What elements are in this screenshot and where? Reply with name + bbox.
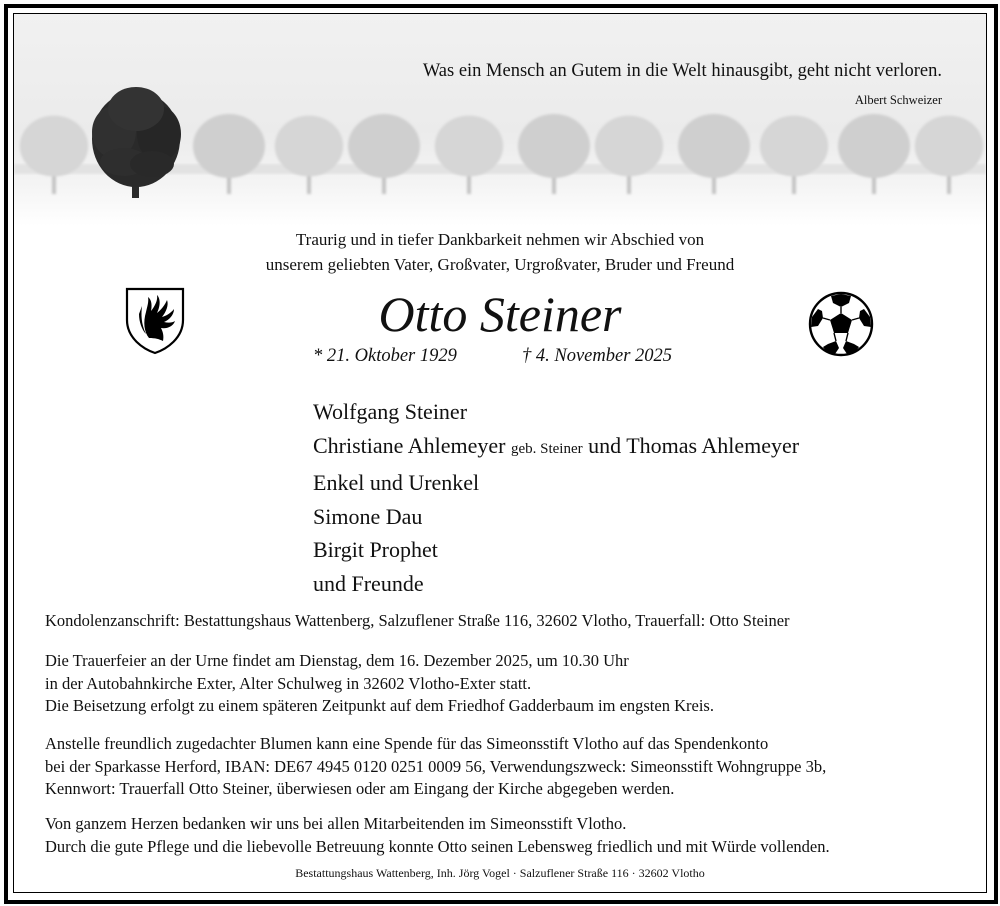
condolence-address: Kondolenzanschrift: Bestattungshaus Wattenberg, Salzuflener Straße 116, 32602 Vlotho, Trauerfall: Otto Steiner — [45, 611, 790, 630]
background-tree-crown — [678, 114, 750, 178]
background-tree-crown — [193, 114, 265, 178]
tree-landscape-banner — [14, 14, 986, 226]
donation-paragraph — [45, 733, 826, 801]
background-tree-crown — [348, 114, 420, 178]
background-tree-crown — [595, 116, 663, 177]
mourner-2-partner: und Thomas Ahlemeyer — [588, 432, 800, 458]
birth-date: * 21. Oktober 1929 — [313, 346, 457, 366]
service-paragraph — [45, 650, 714, 718]
thanks-line-2: Durch die gute Pflege und die liebevolle Betreuung konnte Otto seinen Lebensweg friedlich und mit Würde vollenden. — [45, 836, 830, 856]
death-date: † 4. November 2025 — [522, 346, 673, 366]
deceased-name: Otto Steiner — [378, 286, 622, 342]
background-tree-crown — [838, 114, 910, 178]
background-tree-crown — [518, 114, 590, 178]
intro-line-2: unserem geliebten Vater, Großvater, Urgroßvater, Bruder und Freund — [265, 255, 735, 274]
mourner-4: Simone Dau — [313, 503, 423, 529]
service-line-3: Die Beisetzung erfolgt zu einem späteren Zeitpunkt auf dem Friedhof Gadderbaum im engsten Kreis. — [45, 696, 714, 715]
donation-line-2: bei der Sparkasse Herford, IBAN: DE67 4945 0120 0251 0009 56, Verwendungszweck: Simeonsstift Wohngruppe 3b, — [45, 756, 827, 776]
background-tree-crown — [915, 116, 983, 177]
dark-tree-icon — [92, 87, 181, 198]
quote-author: Albert Schweizer — [854, 93, 942, 107]
mourner-1: Wolfgang Steiner — [313, 399, 468, 424]
mourner-2-maiden: geb. Steiner — [510, 440, 583, 457]
intro-line-1: Traurig und in tiefer Dankbarkeit nehmen wir Abschied von — [295, 230, 705, 249]
mourner-2 — [313, 429, 799, 467]
tree-row-image — [14, 14, 986, 226]
mourners-list — [313, 395, 799, 600]
service-line-2: in der Autobahnkirche Exter, Alter Schulweg in 32602 Vlotho-Exter statt. — [45, 673, 532, 693]
background-tree-crown — [760, 116, 828, 177]
thanks-line-1: Von ganzem Herzen bedanken wir uns bei allen Mitarbeitenden im Simeonsstift Vlotho. — [45, 814, 627, 833]
thanks-paragraph — [45, 813, 830, 858]
mourner-3: Enkel und Urenkel — [313, 470, 480, 495]
service-line-1: Die Trauerfeier an der Urne findet am Dienstag, dem 16. Dezember 2025, um 10.30 Uhr — [45, 651, 629, 670]
background-tree-crown — [20, 116, 88, 177]
mourner-6: und Freunde — [313, 570, 424, 596]
donation-line-3: Kennwort: Trauerfall Otto Steiner, überwiesen oder am Eingang der Kirche abgegeben werden. — [45, 779, 675, 798]
mourner-5: Birgit Prophet — [313, 537, 438, 562]
mourner-2-name: Christiane Ahlemeyer — [313, 432, 506, 458]
background-tree-crown — [435, 116, 503, 177]
funeral-home-footer: Bestattungshaus Wattenberg, Inh. Jörg Vogel · Salzuflener Straße 116 · 32602 Vlotho — [295, 866, 705, 880]
donation-line-1: Anstelle freundlich zugedachter Blumen kann eine Spende für das Simeonsstift Vlotho auf das Spendenkonto — [45, 734, 769, 753]
quote-text: Was ein Mensch an Gutem in die Welt hinausgibt, geht nicht verloren. — [422, 61, 942, 81]
background-tree-crown — [275, 116, 343, 177]
